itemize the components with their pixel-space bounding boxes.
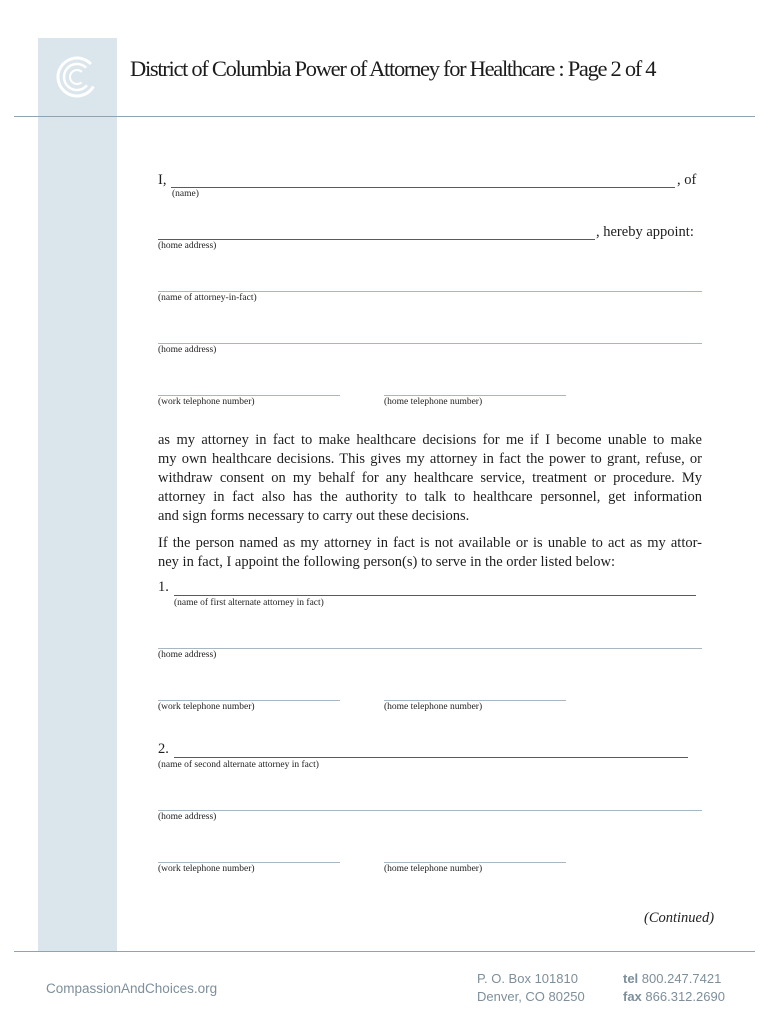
footer-divider bbox=[14, 951, 755, 952]
footer-fax-number: 866.312.2690 bbox=[645, 989, 725, 1004]
alternate-1-home-phone-caption: (home telephone number) bbox=[384, 702, 483, 712]
principal-prefix: I, bbox=[158, 172, 167, 188]
header-divider bbox=[14, 116, 755, 117]
footer-city: Denver, CO 80250 bbox=[477, 989, 585, 1004]
principal-address-field[interactable] bbox=[158, 239, 595, 240]
attorney-address-field[interactable] bbox=[158, 343, 702, 344]
alternate-2-work-phone-field[interactable] bbox=[158, 862, 340, 863]
alternate-1-number: 1. bbox=[158, 579, 169, 595]
sidebar-band bbox=[38, 38, 117, 952]
alternate-2-address-caption: (home address) bbox=[158, 812, 217, 822]
alternate-1-work-phone-field[interactable] bbox=[158, 700, 340, 701]
principal-name-caption: (name) bbox=[172, 189, 199, 199]
attorney-home-phone-caption: (home telephone number) bbox=[384, 397, 483, 407]
alternate-2-work-phone-caption: (work telephone number) bbox=[158, 864, 255, 874]
principal-name-field[interactable] bbox=[171, 187, 675, 188]
alternate-2-home-phone-field[interactable] bbox=[384, 862, 566, 863]
alternates-paragraph bbox=[158, 534, 702, 572]
paragraph-line: as my attorney in fact to make healthcare decisions for me if I become unable to make bbox=[158, 432, 702, 448]
attorney-work-phone-caption: (work telephone number) bbox=[158, 397, 255, 407]
alternate-1-name-field[interactable] bbox=[174, 595, 696, 596]
alternate-2-name-field[interactable] bbox=[174, 757, 688, 758]
paragraph-line: If the person named as my attorney in fact is not available or is unable to act as my attor- bbox=[158, 535, 702, 551]
alternate-1-address-field[interactable] bbox=[158, 648, 702, 649]
footer-fax bbox=[623, 989, 725, 1004]
paragraph-line: withdraw consent on my behalf for any healthcare service, treatment or procedure. My bbox=[158, 470, 702, 486]
alternate-2-address-field[interactable] bbox=[158, 810, 702, 811]
alternate-1-work-phone-caption: (work telephone number) bbox=[158, 702, 255, 712]
alternate-2-name-caption: (name of second alternate attorney in fact) bbox=[158, 760, 319, 770]
paragraph-line: my own healthcare decisions. This gives my attorney in fact the power to grant, refuse, or bbox=[158, 451, 702, 467]
footer-fax-label: fax bbox=[623, 989, 642, 1004]
footer-po-box: P. O. Box 101810 bbox=[477, 971, 578, 986]
hereby-appoint-label: , hereby appoint: bbox=[596, 224, 694, 240]
footer-tel-label: tel bbox=[623, 971, 639, 986]
compassion-and-choices-logo-icon bbox=[54, 54, 100, 100]
principal-of-label: , of bbox=[677, 172, 697, 188]
alternate-1-name-caption: (name of first alternate attorney in fact) bbox=[174, 598, 324, 608]
alternate-2-home-phone-caption: (home telephone number) bbox=[384, 864, 483, 874]
continued-note: (Continued) bbox=[644, 910, 715, 926]
footer-website-link[interactable]: CompassionAndChoices.org bbox=[46, 981, 218, 996]
attorney-home-phone-field[interactable] bbox=[384, 395, 566, 396]
paragraph-line: and sign forms necessary to carry out these decisions. bbox=[158, 508, 470, 524]
alternate-1-address-caption: (home address) bbox=[158, 650, 217, 660]
authority-paragraph bbox=[158, 431, 702, 526]
attorney-work-phone-field[interactable] bbox=[158, 395, 340, 396]
attorney-name-field[interactable] bbox=[158, 291, 702, 292]
principal-address-caption: (home address) bbox=[158, 241, 217, 251]
attorney-name-caption: (name of attorney-in-fact) bbox=[158, 293, 257, 303]
page-title: District of Columbia Power of Attorney for Healthcare : Page 2 of 4 bbox=[130, 56, 656, 81]
paragraph-line: ney in fact, I appoint the following person(s) to serve in the order listed below: bbox=[158, 554, 616, 570]
alternate-2-number: 2. bbox=[158, 741, 169, 757]
attorney-address-caption: (home address) bbox=[158, 345, 217, 355]
alternate-1-home-phone-field[interactable] bbox=[384, 700, 566, 701]
paragraph-line: attorney in fact also has the authority to talk to healthcare personnel, get information bbox=[158, 489, 702, 505]
footer-tel bbox=[623, 971, 721, 986]
footer-tel-number: 800.247.7421 bbox=[641, 971, 722, 986]
